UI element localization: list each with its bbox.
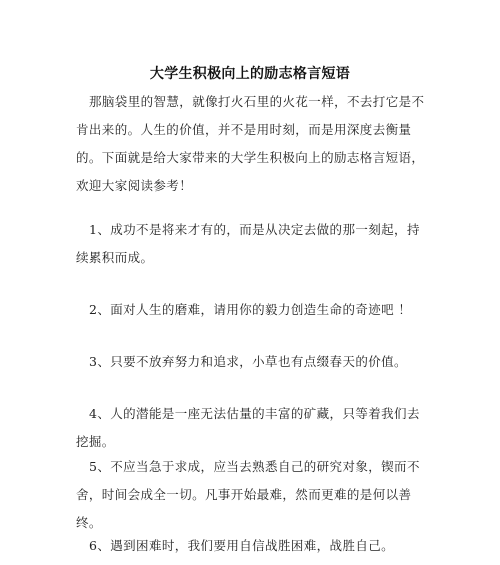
list-item: 2、面对人生的磨难，请用你的毅力创造生命的奇迹吧 ！ <box>89 302 412 317</box>
list-item: 6、遇到困难时，我们要用自信战胜困难，战胜自己。 <box>89 538 395 553</box>
intro-paragraph: 那脑袋里的智慧，就像打火石里的火花一样，不去打它是不肯出来的。人生的价值，并不是用时刻，而是用深度去衡量的。下面就是给大家带来的大学生积极向上的励志格言短语，欢迎大家阅读参考！ <box>76 94 425 193</box>
list-item: 3、只要不放弃努力和追求，小草也有点缀春天的价值。 <box>89 354 407 369</box>
list-item: 4、人的潜能是一座无法估量的丰富的矿藏，只等着我们去挖掘。 <box>76 406 420 449</box>
list-item: 5、不应当急于求成，应当去熟悉自己的研究对象，锲而不舍，时间会成全一切。凡事开始最难，然而更难的是何以善终。 <box>76 459 420 530</box>
document-title: 大学生积极向上的励志格言短语 <box>149 66 351 82</box>
list-item: 1、成功不是将来才有的，而是从决定去做的那一刻起，持续累积而成。 <box>76 222 420 265</box>
